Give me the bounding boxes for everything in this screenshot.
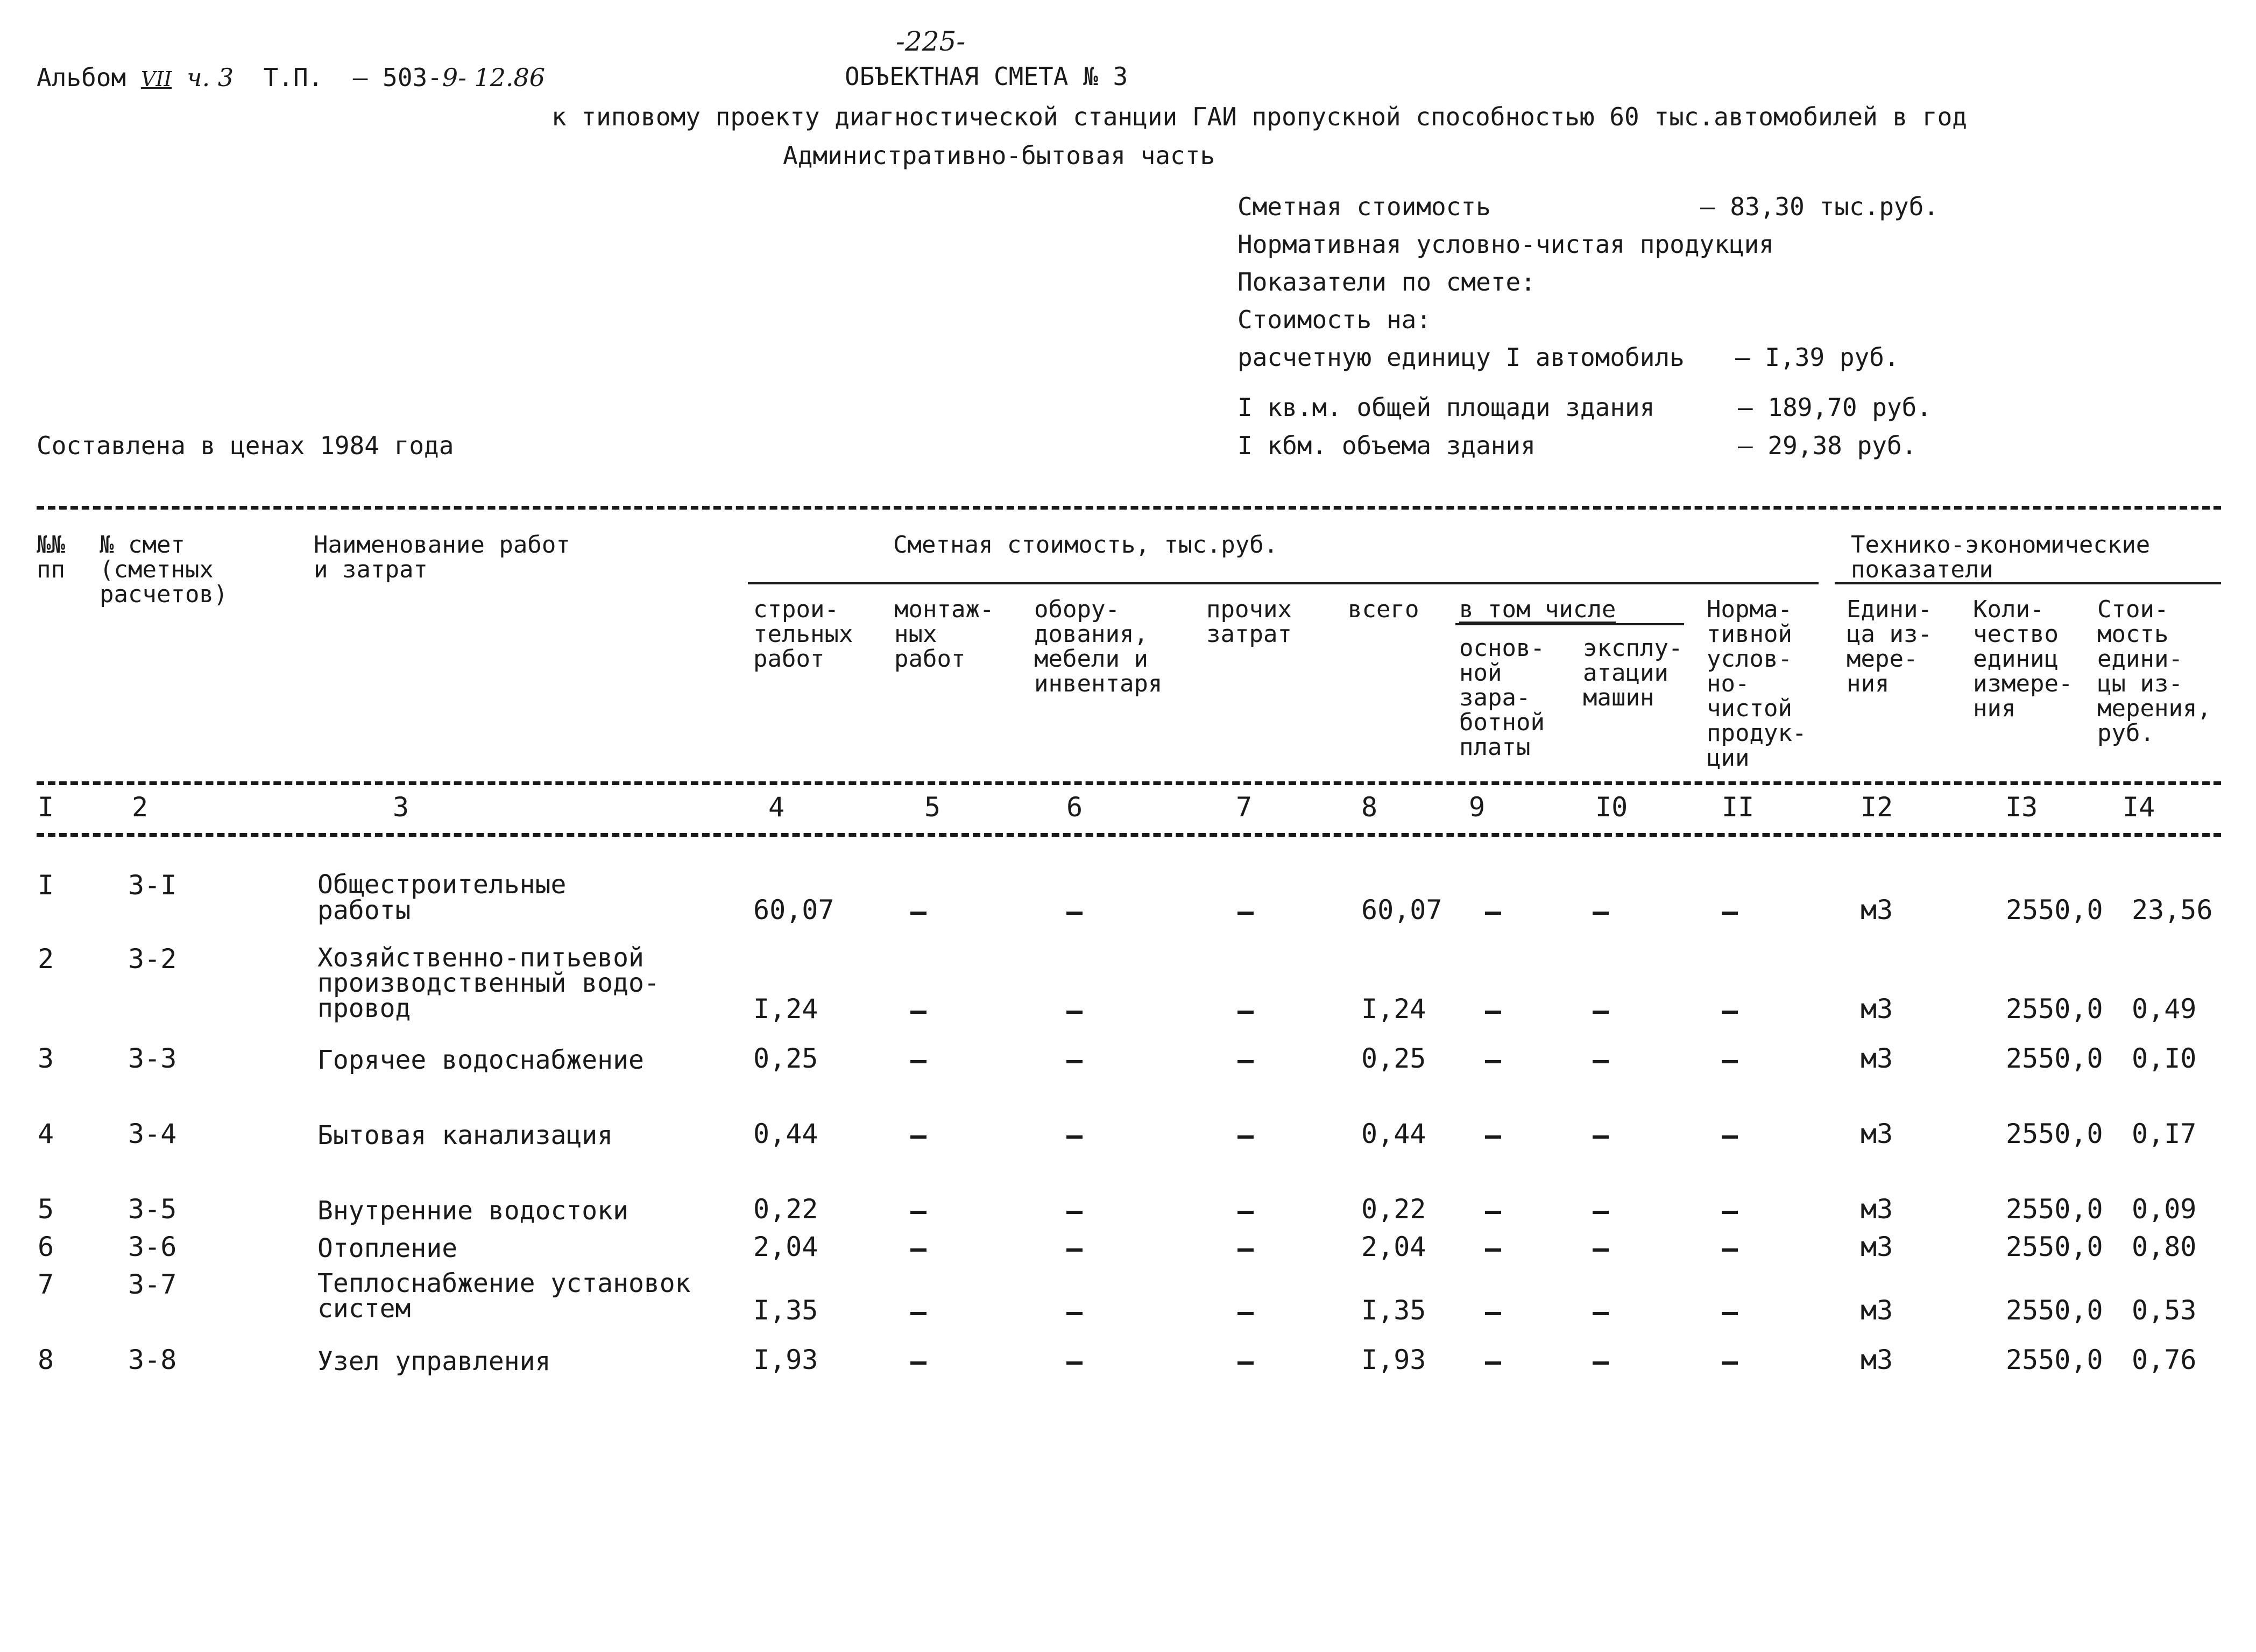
tp-label: Т.П. <box>263 63 323 92</box>
other-empty <box>1237 1211 1254 1214</box>
summary-label-indicators: Показатели по смете: <box>1237 267 1536 296</box>
work-name: Внутренние водостоки <box>317 1196 628 1226</box>
unit-cost: 0,I0 <box>2132 1043 2197 1074</box>
row-number: 2 <box>38 943 54 975</box>
quantity: 2550,0 <box>2006 1295 2103 1326</box>
construction-cost: I,93 <box>753 1344 818 1375</box>
quantity: 2550,0 <box>2006 1231 2103 1262</box>
other-empty <box>1237 1135 1254 1139</box>
summary-label-per-cbm: I кбм. объема здания <box>1237 431 1536 460</box>
column-number: 8 <box>1361 792 1378 823</box>
installation-empty <box>910 1060 927 1063</box>
equipment-empty <box>1066 912 1083 915</box>
header-base-salary: основ- ной зара- ботной платы <box>1459 634 1545 761</box>
header-group-cost: Сметная стоимость, тыс.руб. <box>893 531 1278 559</box>
construction-cost: 0,25 <box>753 1043 818 1074</box>
header-installation: монтаж- ных работ <box>894 596 994 673</box>
work-name: Общестроительные работы <box>317 870 567 926</box>
salary-empty <box>1485 1060 1501 1063</box>
column-number: I0 <box>1595 792 1628 823</box>
header-tech-rule <box>1835 582 2221 584</box>
summary-label-per-car: расчетную единицу I автомобиль <box>1237 343 1685 372</box>
work-name: Узел управления <box>317 1346 551 1376</box>
column-number: 5 <box>924 792 941 823</box>
summary-label-normative: Нормативная условно-чистая продукция <box>1237 230 1774 259</box>
header-group-tech: Технико-экономические показатели <box>1851 531 2151 583</box>
equipment-empty <box>1066 1312 1083 1315</box>
estimate-code: 3-8 <box>128 1344 177 1375</box>
column-number: I3 <box>2005 792 2038 823</box>
column-number: II <box>1722 792 1755 823</box>
summary-value-per-cbm: – 29,38 руб. <box>1738 431 1917 460</box>
installation-empty <box>910 1312 927 1315</box>
salary-empty <box>1485 1135 1501 1139</box>
header-group-including: в том числе <box>1459 596 1616 623</box>
total-cost: I,35 <box>1361 1295 1426 1326</box>
salary-empty <box>1485 1248 1501 1252</box>
machines-empty <box>1593 1135 1609 1139</box>
construction-cost: 0,22 <box>753 1194 818 1225</box>
column-number: I2 <box>1861 792 1893 823</box>
construction-cost: 0,44 <box>753 1118 818 1149</box>
row-number: 4 <box>38 1118 54 1149</box>
header-other: прочих затрат <box>1206 596 1292 648</box>
estimate-code: 3-3 <box>128 1043 177 1074</box>
normative-empty <box>1722 1312 1738 1315</box>
machines-empty <box>1593 1248 1609 1252</box>
salary-empty <box>1485 1312 1501 1315</box>
column-number: 9 <box>1469 792 1486 823</box>
normative-empty <box>1722 1060 1738 1063</box>
unit: м3 <box>1861 1194 1893 1225</box>
summary-value-per-car: – I,39 руб. <box>1735 343 1899 372</box>
other-empty <box>1237 1060 1254 1063</box>
header-cost-rule <box>748 582 1819 584</box>
quantity: 2550,0 <box>2006 1344 2103 1375</box>
header-construction: строи- тельных работ <box>753 596 853 673</box>
salary-empty <box>1485 912 1501 915</box>
summary-label-per-sqm: I кв.м. общей площади здания <box>1237 393 1655 422</box>
header-row-number: №№ пп <box>37 531 65 583</box>
other-empty <box>1237 912 1254 915</box>
total-cost: 60,07 <box>1361 894 1442 926</box>
total-cost: I,93 <box>1361 1344 1426 1375</box>
album-reference <box>37 65 545 92</box>
equipment-empty <box>1066 1248 1083 1252</box>
unit-cost: 0,49 <box>2132 993 2197 1025</box>
row-number: 6 <box>38 1231 54 1262</box>
unit: м3 <box>1861 1043 1893 1074</box>
total-cost: 0,22 <box>1361 1194 1426 1225</box>
normative-empty <box>1722 1135 1738 1139</box>
estimate-code: 3-4 <box>128 1118 177 1149</box>
album-volume: VII <box>140 67 172 91</box>
normative-empty <box>1722 912 1738 915</box>
header-quantity: Коли- чество единиц измере- ния <box>1973 596 2073 722</box>
salary-empty <box>1485 1361 1501 1365</box>
installation-empty <box>910 1135 927 1139</box>
summary-value-per-sqm: – 189,70 руб. <box>1738 393 1932 422</box>
construction-cost: I,24 <box>753 993 818 1025</box>
quantity: 2550,0 <box>2006 894 2103 926</box>
total-cost: 0,25 <box>1361 1043 1426 1074</box>
equipment-empty <box>1066 1011 1083 1014</box>
estimate-title: ОБЪЕКТНАЯ СМЕТА № 3 <box>845 62 1128 91</box>
estimate-code: 3-I <box>128 870 177 901</box>
header-total: всего <box>1348 596 1419 623</box>
unit-cost: 0,I7 <box>2132 1118 2197 1149</box>
unit-cost: 0,53 <box>2132 1295 2197 1326</box>
column-number: 7 <box>1236 792 1253 823</box>
work-name: Бытовая канализация <box>317 1120 613 1150</box>
estimate-code: 3-2 <box>128 943 177 975</box>
header-equipment: обору- дования, мебели и инвентаря <box>1034 596 1163 697</box>
table-top-rule <box>37 506 2221 510</box>
salary-empty <box>1485 1211 1501 1214</box>
equipment-empty <box>1066 1211 1083 1214</box>
row-number: I <box>38 870 54 901</box>
normative-empty <box>1722 1211 1738 1214</box>
header-unit: Едини- ца из- мере- ния <box>1847 596 1932 697</box>
installation-empty <box>910 1248 927 1252</box>
quantity: 2550,0 <box>2006 993 2103 1025</box>
quantity: 2550,0 <box>2006 1194 2103 1225</box>
other-empty <box>1237 1011 1254 1014</box>
compiled-note: Составлена в ценах 1984 года <box>37 431 454 460</box>
header-work-name: Наименование работ и затрат <box>314 531 570 583</box>
unit: м3 <box>1861 1344 1893 1375</box>
row-number: 7 <box>38 1269 54 1300</box>
other-empty <box>1237 1248 1254 1252</box>
header-numbers-top-rule <box>37 781 2221 785</box>
quantity: 2550,0 <box>2006 1118 2103 1149</box>
unit-cost: 0,80 <box>2132 1231 2197 1262</box>
work-name: Горячее водоснабжение <box>317 1045 644 1075</box>
header-unit-cost: Стои- мость едини- цы из- мерения, руб. <box>2097 596 2211 747</box>
construction-cost: 2,04 <box>753 1231 818 1262</box>
other-empty <box>1237 1361 1254 1365</box>
machines-empty <box>1593 1312 1609 1315</box>
estimate-code: 3-6 <box>128 1231 177 1262</box>
unit: м3 <box>1861 894 1893 926</box>
machines-empty <box>1593 1211 1609 1214</box>
header-numbers-bottom-rule <box>37 833 2221 837</box>
salary-empty <box>1485 1011 1501 1014</box>
construction-cost: I,35 <box>753 1295 818 1326</box>
equipment-empty <box>1066 1060 1083 1063</box>
column-number: 6 <box>1066 792 1083 823</box>
estimate-code: 3-5 <box>128 1194 177 1225</box>
column-number: I4 <box>2123 792 2155 823</box>
machines-empty <box>1593 1060 1609 1063</box>
work-name: Хозяйственно-питьевой производственный водо- провод <box>317 943 660 1023</box>
normative-empty <box>1722 1361 1738 1365</box>
machines-empty <box>1593 1361 1609 1365</box>
header-including-rule <box>1455 623 1684 625</box>
unit: м3 <box>1861 1295 1893 1326</box>
construction-cost: 60,07 <box>753 894 834 926</box>
work-name: Теплоснабжение установок систем <box>317 1268 691 1324</box>
equipment-empty <box>1066 1361 1083 1365</box>
normative-empty <box>1722 1011 1738 1014</box>
album-part: ч. 3 <box>187 63 234 92</box>
column-number: 3 <box>393 792 409 823</box>
other-empty <box>1237 1312 1254 1315</box>
tp-code: – 503- <box>352 63 442 92</box>
machines-empty <box>1593 1011 1609 1014</box>
row-number: 5 <box>38 1194 54 1225</box>
total-cost: 0,44 <box>1361 1118 1426 1149</box>
row-number: 3 <box>38 1043 54 1074</box>
total-cost: 2,04 <box>1361 1231 1426 1262</box>
unit: м3 <box>1861 1231 1893 1262</box>
tp-code-handwritten: 9- 12.86 <box>442 63 546 92</box>
column-number: I <box>38 792 54 823</box>
installation-empty <box>910 1211 927 1214</box>
normative-empty <box>1722 1248 1738 1252</box>
column-number: 2 <box>132 792 148 823</box>
row-number: 8 <box>38 1344 54 1375</box>
unit-cost: 0,76 <box>2132 1344 2197 1375</box>
page-number: -225- <box>896 26 966 57</box>
header-normative: Норма- тивной услов- но- чистой продук- ции <box>1707 596 1807 772</box>
machines-empty <box>1593 912 1609 915</box>
installation-empty <box>910 1011 927 1014</box>
unit-cost: 23,56 <box>2132 894 2213 926</box>
quantity: 2550,0 <box>2006 1043 2103 1074</box>
estimate-code: 3-7 <box>128 1269 177 1300</box>
summary-value-cost: – 83,30 тыс.руб. <box>1700 192 1939 221</box>
unit: м3 <box>1861 993 1893 1025</box>
unit-cost: 0,09 <box>2132 1194 2197 1225</box>
column-number: 4 <box>768 792 785 823</box>
summary-label-cost: Сметная стоимость <box>1237 192 1491 221</box>
installation-empty <box>910 1361 927 1365</box>
unit: м3 <box>1861 1118 1893 1149</box>
estimate-section: Административно-бытовая часть <box>783 141 1215 170</box>
equipment-empty <box>1066 1135 1083 1139</box>
header-machine-ops: эксплу- атации машин <box>1583 634 1683 711</box>
total-cost: I,24 <box>1361 993 1426 1025</box>
album-label: Альбом <box>37 63 126 92</box>
installation-empty <box>910 912 927 915</box>
work-name: Отопление <box>317 1233 458 1263</box>
estimate-subtitle: к типовому проекту диагностической станции ГАИ пропускной способностью 60 тыс.автомобилей в год <box>551 102 1967 131</box>
header-estimate-number: № смет (сметных расчетов) <box>100 531 228 608</box>
summary-label-cost-per: Стоимость на: <box>1237 305 1432 334</box>
